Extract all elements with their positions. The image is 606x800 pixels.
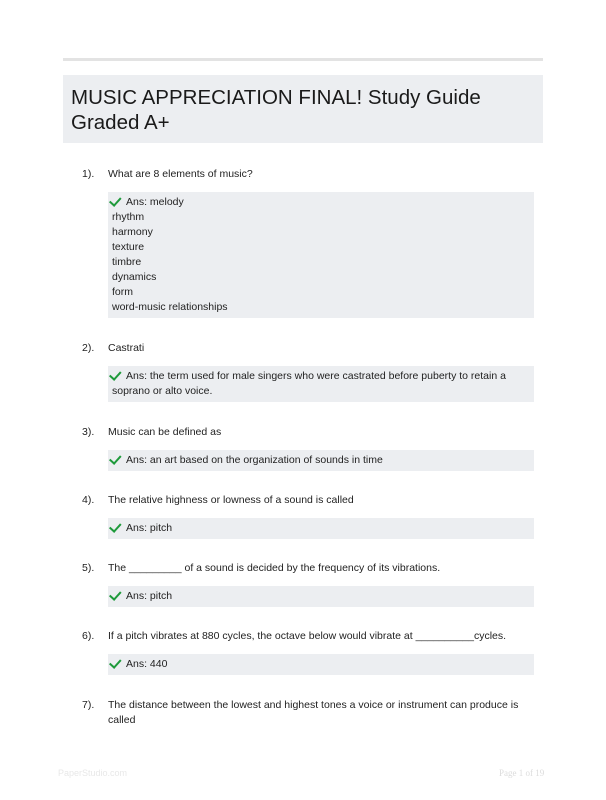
answer-line: Ans: the term used for male singers who were castrated before puberty to retain a (112, 369, 530, 384)
answer-line: Ans: melody (112, 195, 530, 210)
title-banner (63, 75, 543, 143)
question-text: The distance between the lowest and highest tones a voice or instrument can produce is called (108, 699, 519, 726)
page-indicator: Page 1 of 19 (499, 768, 545, 778)
top-divider (63, 58, 543, 61)
document-title: MUSIC APPRECIATION FINAL! Study Guide Graded A+ (71, 86, 481, 134)
answer-box (108, 366, 534, 402)
answer-line: Ans: pitch (112, 521, 530, 536)
answer-line: form (112, 286, 133, 298)
answer-line: Ans: pitch (112, 589, 530, 604)
check-icon (109, 194, 122, 207)
answer-box (108, 586, 534, 607)
answer-line: rhythm (112, 211, 145, 223)
answer-box (108, 654, 534, 675)
answer-line: Ans: an art based on the organization of sounds in time (112, 453, 530, 468)
question-text: The _________ of a sound is decided by the frequency of its vibrations. (108, 562, 441, 574)
answer-line: texture (112, 241, 145, 253)
question-number: 3). (82, 426, 95, 438)
answer-box (108, 518, 534, 539)
check-icon (109, 656, 122, 669)
check-icon (109, 520, 122, 533)
answer-line: dynamics (112, 271, 157, 283)
question-number: 7). (82, 699, 95, 711)
answer-line: Ans: 440 (112, 657, 530, 672)
answer-box (108, 450, 534, 471)
answer-line: soprano or alto voice. (112, 385, 213, 397)
question-text: If a pitch vibrates at 880 cycles, the octave below would vibrate at __________cycles. (108, 630, 507, 642)
check-icon (109, 452, 122, 465)
question-text: Castrati (108, 342, 145, 354)
answer-box (108, 192, 534, 318)
question-number: 5). (82, 562, 95, 574)
watermark: PaperStudio.com (58, 768, 128, 778)
question-number: 2). (82, 342, 95, 354)
answer-line: timbre (112, 256, 142, 268)
question-text: Music can be defined as (108, 426, 222, 438)
check-icon (109, 368, 122, 381)
answer-line: word-music relationships (112, 301, 228, 313)
question-number: 4). (82, 494, 95, 506)
question-text: The relative highness or lowness of a sound is called (108, 494, 354, 506)
question-number: 1). (82, 168, 95, 180)
check-icon (109, 588, 122, 601)
question-number: 6). (82, 630, 95, 642)
question-text: What are 8 elements of music? (108, 168, 253, 180)
answer-line: harmony (112, 226, 153, 238)
